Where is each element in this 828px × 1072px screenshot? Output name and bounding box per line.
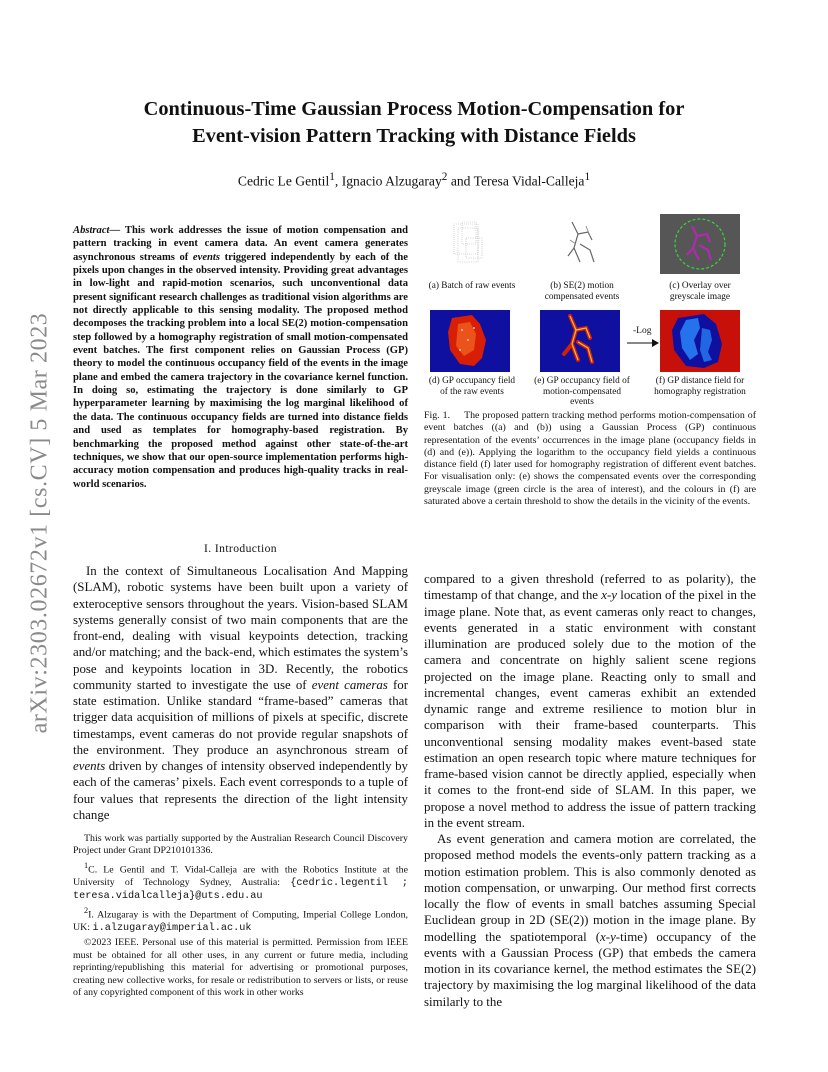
arxiv-stamp: arXiv:2303.02672v1 [cs.CV] 5 Mar 2023 [26, 312, 53, 734]
affiliation-mark: 2 [441, 171, 448, 183]
raw-events-image [432, 214, 512, 274]
title-line-2: Event-vision Pattern Tracking with Distance Fields [192, 125, 636, 147]
left-column-body [73, 563, 408, 823]
arrow-icon [626, 338, 660, 348]
figure-1 [424, 210, 756, 410]
figure-label: Fig. 1. [424, 410, 451, 421]
gp-occupancy-compensated-image [540, 310, 620, 372]
author-list [90, 171, 738, 190]
gp-occupancy-raw-image [430, 310, 510, 372]
section-heading: I. Introduction [204, 542, 277, 555]
subfigure-caption-a: (a) Batch of raw events [428, 281, 516, 291]
paper-title [90, 96, 738, 150]
footnote-affiliation-2: $^2$I. Alzugaray is with the Department of Computing, Imperial College London, UK: i.alzugaray@imperial.ac.uk [73, 906, 408, 935]
figure-caption: Fig. 1. The proposed pattern tracking method performs motion-compensation of event batches ((a) and (b)) using a Gaussian Process (GP) continuous representation of the events’ occurrences in the image plane (occupancy fields in (d) and (e)). Applying the logarithm to the occupancy field yields a continuous distance field (f) later used for homography registration of different event batches. For visualisation only: (e) shows the compensated events over the corresponding greyscale image (green circle is the area of interest), and the colours in (f) are saturated above a certain threshold to show the details in the vicinity of the events. [424, 410, 756, 508]
author-3: and Teresa Vidal-Calleja [447, 173, 585, 189]
footnote-affiliation-1: $^1$C. Le Gentil and T. Vidal-Calleja are with the Robotics Institute at the University of Technology Sydney, Australia: {cedric.legentil ; teresa.vidalcalleja}@uts.edu.au [73, 860, 409, 902]
paragraph: As event generation and camera motion are correlated, the proposed method models the events-only pattern tracking as a motion estimation problem. This is also commonly denoted as motion compensation, or unwarping. Our method first corrects locally the flow of events in small batches assuming Special Euclidean group in 2D (SE(2)) motion in the image plane. By modelling the spatiotemporal (x-y-time) occupancy of the events with a Gaussian Process (GP) that embeds the camera motion in its covariance kernel, the method estimates the SE(2) trajectory by maximising the log marginal likelihood of the data similarly to the [424, 832, 756, 1009]
paragraph: In the context of Simultaneous Localisation And Mapping (SLAM), robotic systems have been built upon a variety of exteroceptive sensors throughout the years. Vision-based SLAM systems generally consist of two main components that are the front-end, dealing with visual keypoints detection, tracking and/or matching; and the back-end, which estimates the system’s pose and keypoints location in 3D. Recently, the robotics community started to investigate the use of event cameras for state estimation. Unlike standard “frame-based” cameras that trigger data acquisition of millions of pixels at specific, discrete timestamps, event cameras do not provide regular snapshots of the environment. They produce an asynchronous stream of events driven by changes of intensity observed independently by each of the cameras’ pixels. Each event corresponds to a tuple of four values that represents the direction of the light intensity change [73, 564, 408, 822]
abstract-label: Abstract [73, 225, 110, 236]
email-link[interactable]: i.alzugaray@imperial.ac.uk [92, 923, 252, 935]
subfigure-caption-d: (d) GP occupancy field of the raw events [428, 376, 516, 397]
author-1: Cedric Le Gentil [237, 173, 330, 189]
footnotes [73, 833, 408, 1001]
compensated-events-image [542, 214, 622, 274]
log-arrow-label: -Log [633, 326, 652, 336]
right-column-body [424, 571, 756, 1010]
greyscale-overlay-image [660, 214, 740, 274]
footnote-copyright: ©2023 IEEE. Personal use of this material is permitted. Permission from IEEE must be obtained for all other uses, in any current or future media, including reprinting/republishing this material for advertising or promotional purposes, creating new collective works, for resale or redistribution to servers or lists, or reuse of any copyrighted component of this work in other works [73, 937, 408, 999]
subfigure-caption-b: (b) SE(2) motion compensated events [544, 281, 620, 302]
email-link[interactable]: {cedric.legentil ; teresa.vidalcalleja}@uts.edu.au [73, 877, 409, 902]
subfigure-caption-c: (c) Overlay over greyscale image [669, 281, 731, 302]
subfigure-caption-e: (e) GP occupancy field of motion-compensated events [534, 376, 630, 408]
affiliation-mark: 1 [584, 171, 591, 183]
title-line-1: Continuous-Time Gaussian Process Motion-Compensation for [143, 98, 685, 120]
abstract: Abstract— This work addresses the issue of motion compensation and pattern tracking in event camera data. An event camera generates asynchronous streams of events triggered independently by each of the pixels upon changes in the observed intensity. Providing great advantages in low-light and rapid-motion scenarios, such unconventional data present significant research challenges as traditional vision algorithms are not directly applicable to this sensing modality. The proposed method decomposes the tracking problem into a local SE(2) motion-compensation step followed by a homography registration of small motion-compensated event batches. The first component relies on Gaussian Process (GP) theory to model the continuous occupancy field of the events in the image plane and embed the camera trajectory in the covariance kernel function. In doing so, estimating the trajectory is done similarly to GP hyperparameter learning by maximising the log marginal likelihood of the data. The continuous occupancy fields are turned into distance fields and used as templates for homography-based registration. By benchmarking the proposed method against other state-of-the-art techniques, we show that our open-source implementation performs high-accuracy motion compensation and produces high-quality tracks in real-world scenarios. [73, 225, 409, 490]
paragraph: compared to a given threshold (referred to as polarity), the timestamp of that change, and the x-y location of the pixel in the image plane. Note that, as event cameras only react to changes, events generated in a static environment with constant illumination are produced solely due to the motion of the camera and concentrate on highly salient scene regions projected on the image plane. Reacting only to small and incremental changes, event cameras exhibit an extended dynamic range and extreme resilience to motion blur in comparison with their frame-based counterparts. This unconventional sensing modality makes event-based state estimation an open research topic where mature techniques for frame-based vision cannot be directly applied, especially when it comes to the front-end side of SLAM. In this paper, we propose a novel method to address the issue of pattern tracking in the event stream. [424, 572, 756, 830]
author-2: , Ignacio Alzugaray [334, 173, 442, 189]
footnote-funding: This work was partially supported by the Australian Research Council Discovery Project under Grant DP210101336. [73, 833, 408, 857]
affiliation-mark: 1 [329, 171, 335, 183]
subfigure-caption-f: (f) GP distance field for homography registration [654, 376, 746, 397]
gp-distance-field-image [660, 310, 740, 372]
